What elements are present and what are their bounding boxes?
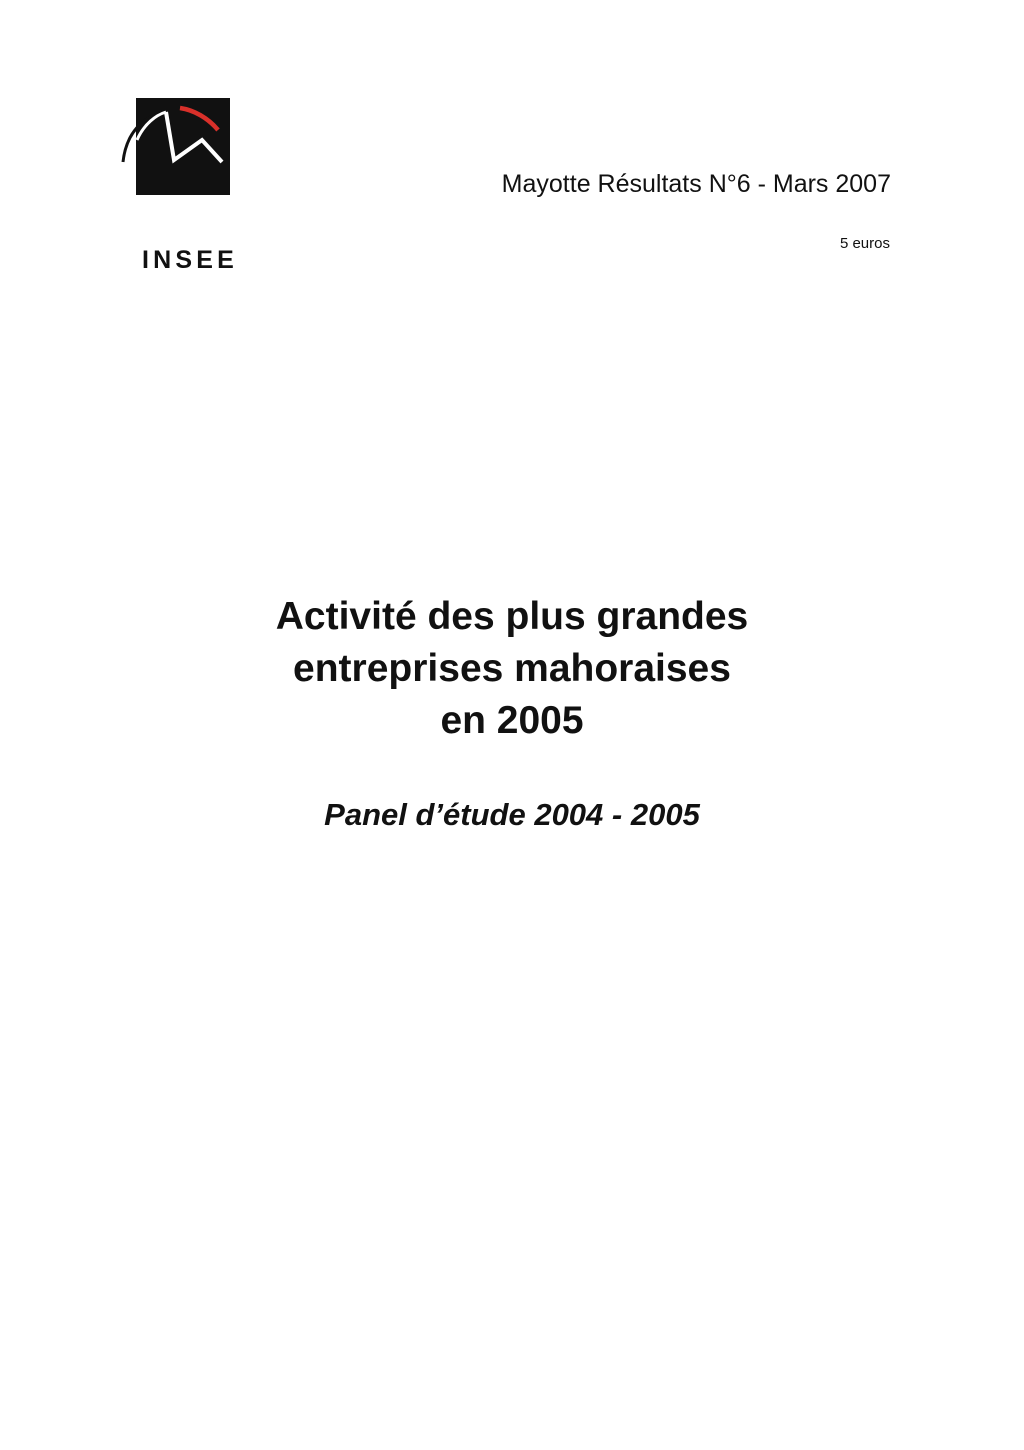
document-title [0, 591, 1024, 747]
org-name: INSEE [142, 246, 239, 274]
publication-series: Mayotte Résultats N°6 - Mars 2007 [501, 170, 891, 198]
insee-logo [120, 96, 232, 198]
title-line: Activité des plus grandes [275, 595, 749, 638]
title-line: entreprises mahoraises [293, 647, 731, 690]
price-label: 5 euros [839, 235, 890, 252]
insee-logo-icon [120, 96, 232, 198]
title-line: en 2005 [440, 699, 584, 742]
document-subtitle: Panel d’étude 2004 - 2005 [324, 797, 700, 832]
